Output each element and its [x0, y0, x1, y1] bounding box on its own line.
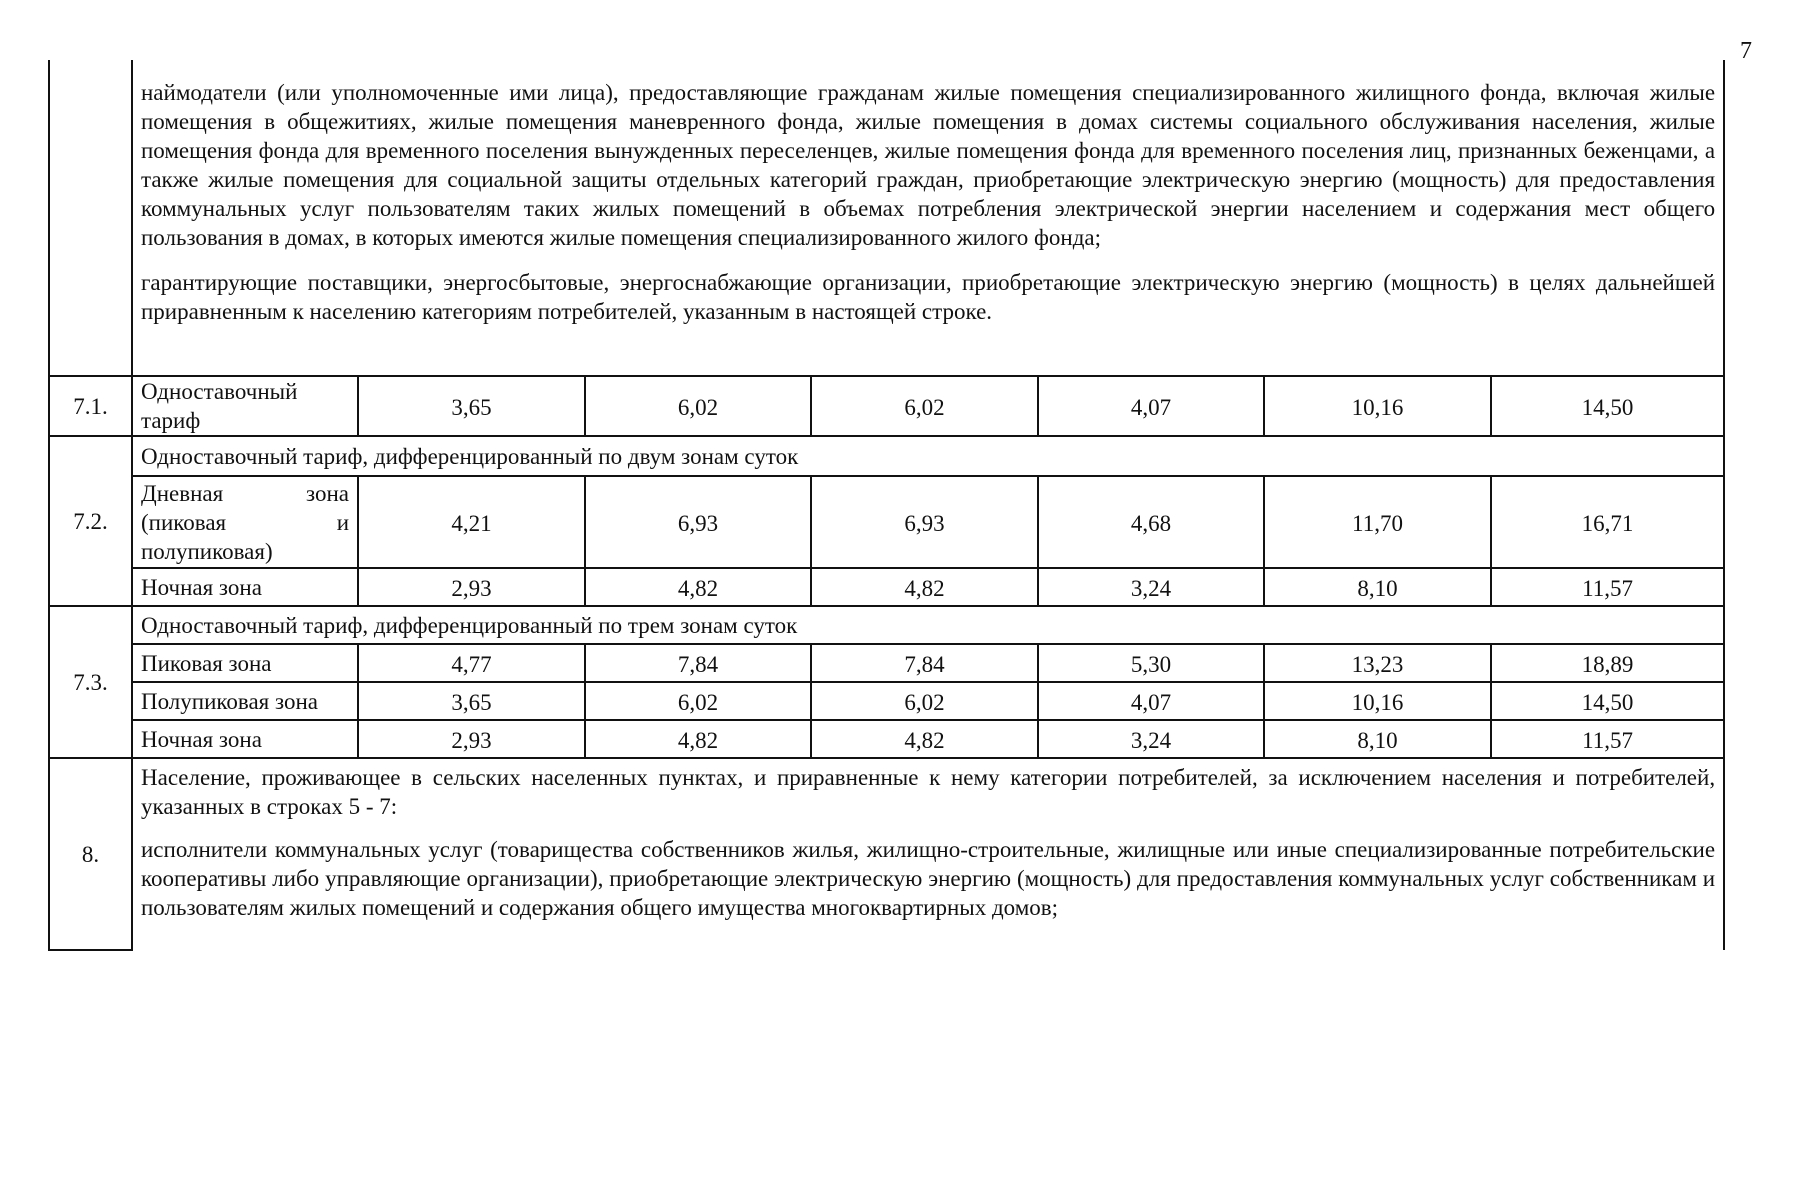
row-7-2-day: [49, 476, 1724, 568]
row-label-line: [141, 479, 349, 508]
row-label-line: тариф: [141, 408, 201, 433]
row-8-text-cell: [132, 758, 1724, 950]
value-cell: 6,93: [585, 476, 811, 568]
value-cell: 7,84: [811, 644, 1038, 682]
value-cell: 16,71: [1491, 476, 1724, 568]
value-cell: 3,24: [1038, 568, 1264, 606]
label-word: (пиковая: [141, 509, 227, 535]
row-label: Пиковая зона: [132, 644, 358, 682]
row-label: [132, 376, 358, 436]
row-label-line: Одноставочный: [141, 379, 298, 404]
value-cell: 6,93: [811, 476, 1038, 568]
value-cell: 3,65: [358, 682, 585, 720]
intro-paragraph-1: наймодатели (или уполномоченные ими лица), предоставляющие гражданам жилые помещения специализированного жилищного фонда, включая жилые помещения в общежитиях, жилые помещения маневренного фонда, жилые помещения в домах системы социального обслуживания населения, жилые помещения фонда для временного поселения вынужденных переселенцев, жилые помещения фонда для временного поселения лиц, признанных беженцами, а также жилые помещения для социальной защиты отдельных категорий граждан, приобретающие электрическую энергию (мощность) для предоставления коммунальных услуг пользователям таких жилых помещений в объемах потребления электрической энергии населением и содержания мест общего пользования в домах, в которых имеются жилые помещения специализированного жилого фонда;: [141, 80, 1716, 250]
value-cell: 2,93: [358, 568, 585, 606]
value-cell: 10,16: [1264, 682, 1491, 720]
value-cell: 4,07: [1038, 682, 1264, 720]
value-cell: 8,10: [1264, 720, 1491, 758]
row-8: [49, 758, 1724, 950]
tariff-table: [48, 60, 1725, 951]
value-cell: 2,93: [358, 720, 585, 758]
row-number: 7.1.: [49, 376, 132, 436]
row-number: 8.: [49, 758, 132, 950]
value-cell: 14,50: [1491, 376, 1724, 436]
row-7-1: [49, 376, 1724, 436]
value-cell: 4,68: [1038, 476, 1264, 568]
section-header: Одноставочный тариф, дифференцированный по двум зонам суток: [132, 436, 1724, 476]
value-cell: 6,02: [585, 376, 811, 436]
value-cell: 11,70: [1264, 476, 1491, 568]
row-8-paragraph-2: исполнители коммунальных услуг (товарищества собственников жилья, жилищно-строительные, жилищные или иные специализированные потребительские кооперативы либо управляющие организации), приобретающие электрическую энергию (мощность) для предоставления коммунальных услуг собственникам и пользователям жилых помещений и содержания общего имущества многоквартирных домов;: [141, 837, 1716, 920]
value-cell: 3,24: [1038, 720, 1264, 758]
row-label: Полупиковая зона: [132, 682, 358, 720]
row-8-paragraph-1: Население, проживающее в сельских населенных пунктах, и приравненные к нему категории потребителей, за исключением населения и потребителей, указанных в строках 5 - 7:: [141, 765, 1716, 819]
value-cell: 14,50: [1491, 682, 1724, 720]
value-cell: 8,10: [1264, 568, 1491, 606]
row-7-2-header: [49, 436, 1724, 476]
value-cell: 10,16: [1264, 376, 1491, 436]
value-cell: 4,21: [358, 476, 585, 568]
row-7-3-header: [49, 606, 1724, 644]
value-cell: 3,65: [358, 376, 585, 436]
value-cell: 4,82: [585, 720, 811, 758]
row-label-line: [141, 508, 349, 537]
row-7-2-night: [49, 568, 1724, 606]
page-number: 7: [1740, 38, 1752, 64]
label-word: Дневная: [141, 480, 224, 506]
value-cell: 6,02: [585, 682, 811, 720]
row-label: [132, 476, 358, 568]
value-cell: 4,82: [585, 568, 811, 606]
value-cell: 11,57: [1491, 568, 1724, 606]
value-cell: 11,57: [1491, 720, 1724, 758]
row-label: Ночная зона: [132, 720, 358, 758]
value-cell: 4,82: [811, 568, 1038, 606]
value-cell: 13,23: [1264, 644, 1491, 682]
intro-row: [49, 60, 1724, 376]
value-cell: 4,77: [358, 644, 585, 682]
row-label: Ночная зона: [132, 568, 358, 606]
value-cell: 7,84: [585, 644, 811, 682]
row-7-3-peak: [49, 644, 1724, 682]
row-label-line: полупиковая): [141, 538, 273, 564]
intro-paragraph-2: гарантирующие поставщики, энергосбытовые, энергоснабжающие организации, приобретающие электрическую энергию (мощность) в целях дальнейшей приравненным к населению категориям потребителей, указанным в настоящей строке.: [141, 270, 1716, 324]
intro-text-cell: [132, 60, 1724, 376]
row-number: 7.3.: [49, 606, 132, 758]
value-cell: 18,89: [1491, 644, 1724, 682]
section-header: Одноставочный тариф, дифференцированный по трем зонам суток: [132, 606, 1724, 644]
value-cell: 4,82: [811, 720, 1038, 758]
row-7-3-half-peak: [49, 682, 1724, 720]
row-number: 7.2.: [49, 436, 132, 606]
intro-number-cell: [49, 60, 132, 376]
label-word: и: [336, 509, 349, 535]
value-cell: 5,30: [1038, 644, 1264, 682]
value-cell: 6,02: [811, 376, 1038, 436]
label-word: зона: [306, 480, 349, 506]
row-7-3-night: [49, 720, 1724, 758]
value-cell: 4,07: [1038, 376, 1264, 436]
value-cell: 6,02: [811, 682, 1038, 720]
